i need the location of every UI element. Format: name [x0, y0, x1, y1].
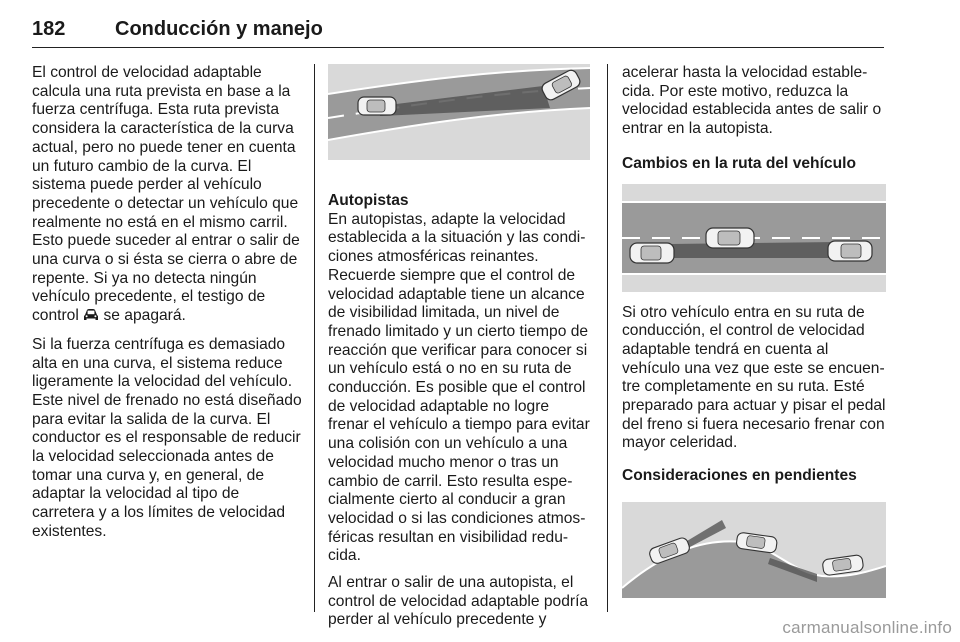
figure-lane-change — [622, 184, 886, 292]
figure-curve-road — [328, 64, 590, 160]
column-1 — [32, 64, 302, 550]
column-3 — [622, 64, 886, 598]
column-divider-left — [314, 64, 315, 612]
paragraph-text: se apagará. — [103, 307, 186, 325]
paragraph-highway-speed: acelerar hasta la velocidad establecida. Por este motivo, reduzca la velocidad establecida antes de salir o entrar en la autopista. — [622, 64, 882, 138]
own-car — [630, 243, 674, 263]
paragraph-vehicle-enters: Si otro vehículo entra en su ruta de conducción, el control de velocidad adaptable tendrá en cuenta al vehículo una vez que este se encuentre completamente en su ruta. Esté preparado para actuar y pisar el pedal del freno si fuera necesario frenar con mayor celeridad. — [622, 303, 886, 452]
column-divider-right — [607, 64, 608, 612]
paragraph-curve-prediction — [32, 64, 302, 328]
watermark: carmanualsonline.info — [782, 618, 952, 637]
own-car — [358, 97, 396, 115]
heading-pendientes: Consideraciones en pendientes — [622, 467, 857, 485]
vehicle-ahead-icon — [83, 308, 99, 328]
page-number: 182 — [32, 18, 66, 40]
chapter-title: Conducción y manejo — [115, 18, 323, 40]
merging-car — [706, 228, 754, 248]
column-2 — [328, 64, 590, 638]
figure-hills — [622, 502, 886, 598]
paragraph-text: El control de velocidad adaptable calcula una ruta prevista en base a la fuerza centrífuga. Esta ruta prevista considera la característica de la curva actual, pero no puede tener en cuenta un futuro cambio de la curva. El sistema puede perder al vehículo precedente o detectar un vehículo que realmente no está en el mismo carril. Esto puede suceder al entrar o salir de una curva o si ésta se cierra o abre de repente. Si ya no detecta ningún vehículo precedente, el testigo de control — [32, 64, 300, 325]
paragraph-autopistas: En autopistas, adapte la velocidad establecida a la situación y las condiciones atmosféricas reinantes. Recuerde siempre que el control de velocidad adaptable tiene un alcance de visibilidad limitada, un nivel de frenado limitado y un cierto tiempo de reacción que verificar para conocer si un vehículo está o no en su ruta de conducción. Es posible que el control de velocidad adaptable no logre frenar el vehículo a tiempo para evitar una colisión con un vehículo a una velocidad mucho menor o tras un cambio de carril. Esto resulta especialmente cierto al conducir a gran velocidad o si las condiciones atmosféricas resultan en visibilidad reducida. — [328, 210, 590, 565]
paragraph-entering-highway: Al entrar o salir de una autopista, el control de velocidad adaptable podría perder al vehículo precedente y — [328, 574, 589, 629]
heading-autopistas: Autopistas — [328, 192, 409, 209]
paragraph-centrifugal-force: Si la fuerza centrífuga es demasiado alta en una curva, el sistema reduce ligeramente la velocidad del vehículo. Este nivel de frenado no está diseñado para evitar la salida de la curva. El conductor es el responsable de reducir la velocidad seleccionada antes de tomar una curva y, en general, de adaptar la velocidad al tipo de carretera y a los límites de velocidad existentes. — [32, 335, 302, 540]
header-divider — [32, 47, 884, 48]
lead-car — [828, 241, 872, 261]
heading-cambios-ruta: Cambios en la ruta del vehículo — [622, 154, 856, 172]
